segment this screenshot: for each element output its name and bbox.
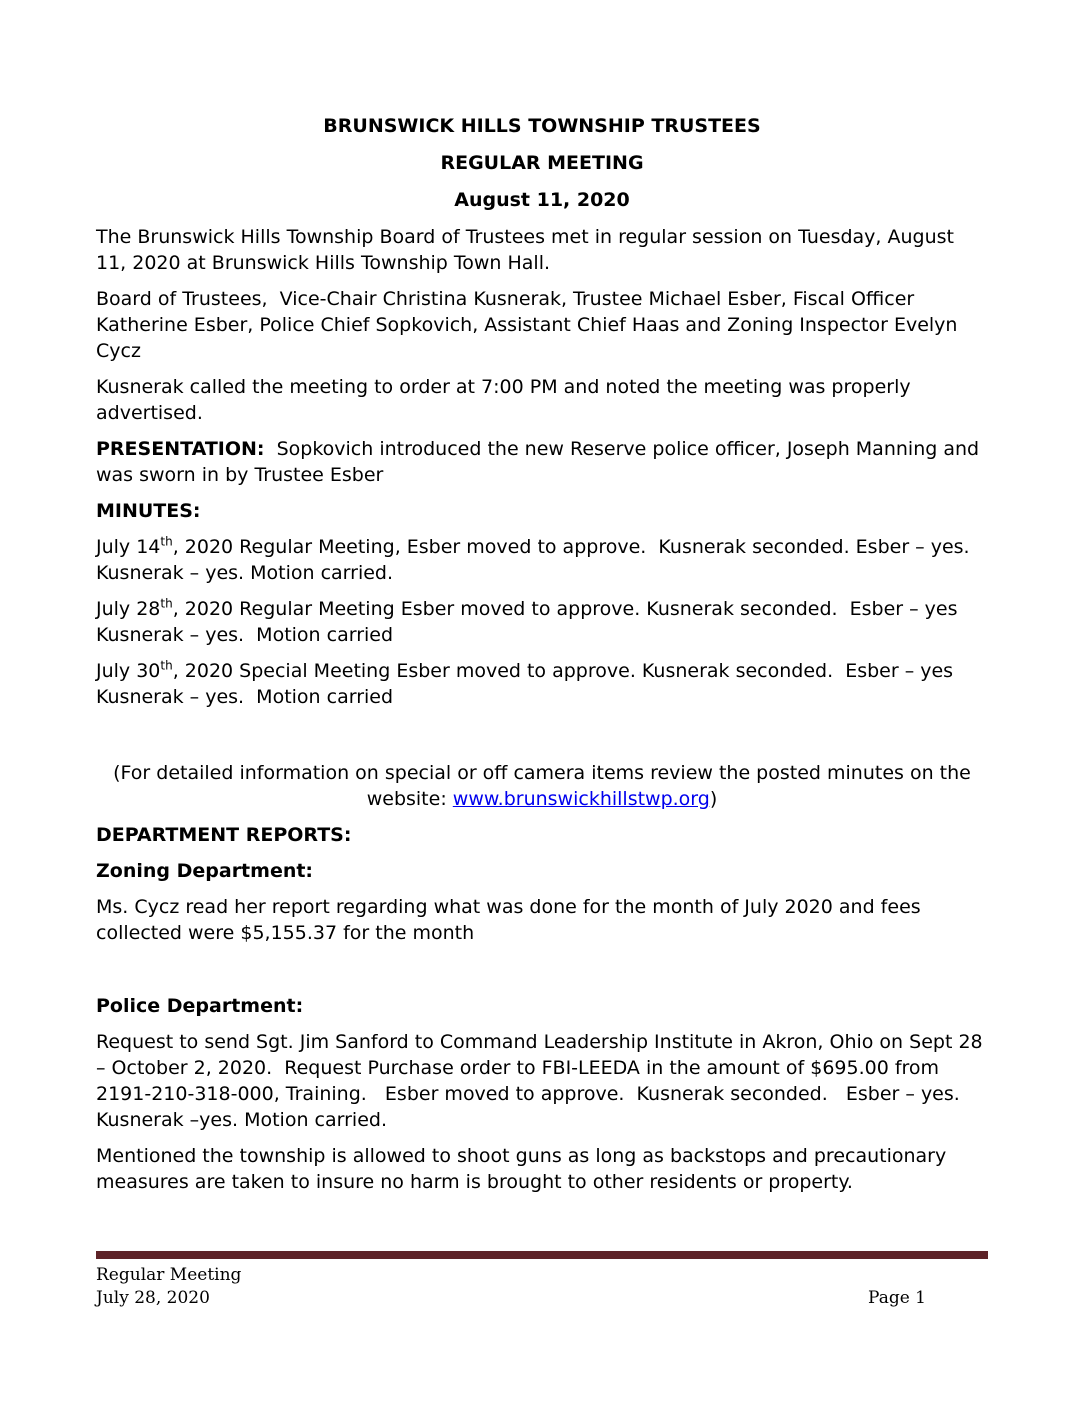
- meeting-date-heading: August 11, 2020: [454, 189, 630, 211]
- footer-meeting-type: Regular Meeting: [96, 1265, 242, 1285]
- document-body: [96, 113, 988, 1205]
- ordinal-suffix: th: [160, 534, 173, 549]
- police-department-heading: Police Department:: [96, 995, 304, 1017]
- minutes-date: July 28: [96, 598, 161, 620]
- ordinal-suffix: th: [160, 658, 173, 673]
- minutes-text: , 2020 Special Meeting Esber moved to approve. Kusnerak seconded. Esber – yes Kusnerak – yes. Motion carried: [96, 660, 960, 708]
- note-suffix: ): [709, 788, 718, 810]
- document-title: BRUNSWICK HILLS TOWNSHIP TRUSTEES: [323, 115, 761, 137]
- minutes-item-july-14: [96, 534, 988, 586]
- minutes-item-july-28: [96, 596, 988, 648]
- note-prefix: (For detailed information on special or off camera items review the posted minutes on the website:: [113, 762, 977, 810]
- zoning-department-heading: Zoning Department:: [96, 860, 314, 882]
- department-reports-heading: DEPARTMENT REPORTS:: [96, 824, 352, 846]
- page-footer: [96, 1251, 988, 1310]
- footer-date: July 28, 2020: [96, 1288, 210, 1308]
- document-subtitle: REGULAR MEETING: [440, 152, 644, 174]
- footer-page-number: Page 1: [868, 1288, 926, 1308]
- police-report-paragraph-1: Request to send Sgt. Jim Sanford to Command Leadership Institute in Akron, Ohio on Sept 28 – October 2, 2020. Request Purchase order to FBI-LEEDA in the amount of $695.00 from 2191-210-318-000, Training. Esber moved to approve. Kusnerak seconded. Esber – yes. Kusnerak –yes. Motion carried.: [96, 1031, 989, 1131]
- call-to-order-paragraph: Kusnerak called the meeting to order at 7:00 PM and noted the meeting was properly advertised.: [96, 376, 917, 424]
- presentation-label: PRESENTATION:: [96, 438, 265, 460]
- attendees-paragraph: Board of Trustees, Vice-Chair Christina Kusnerak, Trustee Michael Esber, Fiscal Officer Katherine Esber, Police Chief Sopkovich, Assistant Chief Haas and Zoning Inspector Evelyn Cycz: [96, 288, 964, 362]
- website-link[interactable]: www.brunswickhillstwp.org: [452, 788, 710, 810]
- minutes-date: July 30: [96, 660, 161, 682]
- presentation-paragraph: [96, 436, 988, 488]
- police-report-paragraph-2: Mentioned the township is allowed to shoot guns as long as backstops and precautionary measures are taken to insure no harm is brought to other residents or property.: [96, 1145, 953, 1193]
- minutes-item-july-30: [96, 658, 988, 710]
- presentation-text: Sopkovich introduced the new Reserve police officer, Joseph Manning and was sworn in by Trustee Esber: [96, 438, 986, 486]
- zoning-report-paragraph: Ms. Cycz read her report regarding what was done for the month of July 2020 and fees collected were $5,155.37 for the month: [96, 896, 927, 944]
- minutes-date: July 14: [96, 536, 161, 558]
- website-note-paragraph: [96, 760, 988, 812]
- minutes-text: , 2020 Regular Meeting Esber moved to approve. Kusnerak seconded. Esber – yes Kusnerak – yes. Motion carried: [96, 598, 964, 646]
- minutes-heading: MINUTES:: [96, 500, 201, 522]
- footer-divider-bar: [96, 1251, 988, 1259]
- minutes-text: , 2020 Regular Meeting, Esber moved to approve. Kusnerak seconded. Esber – yes. Kusnerak – yes. Motion carried.: [96, 536, 976, 584]
- ordinal-suffix: th: [160, 596, 173, 611]
- intro-paragraph: The Brunswick Hills Township Board of Trustees met in regular session on Tuesday, August 11, 2020 at Brunswick Hills Township Town Hall.: [96, 226, 961, 274]
- footer-row: [96, 1287, 988, 1310]
